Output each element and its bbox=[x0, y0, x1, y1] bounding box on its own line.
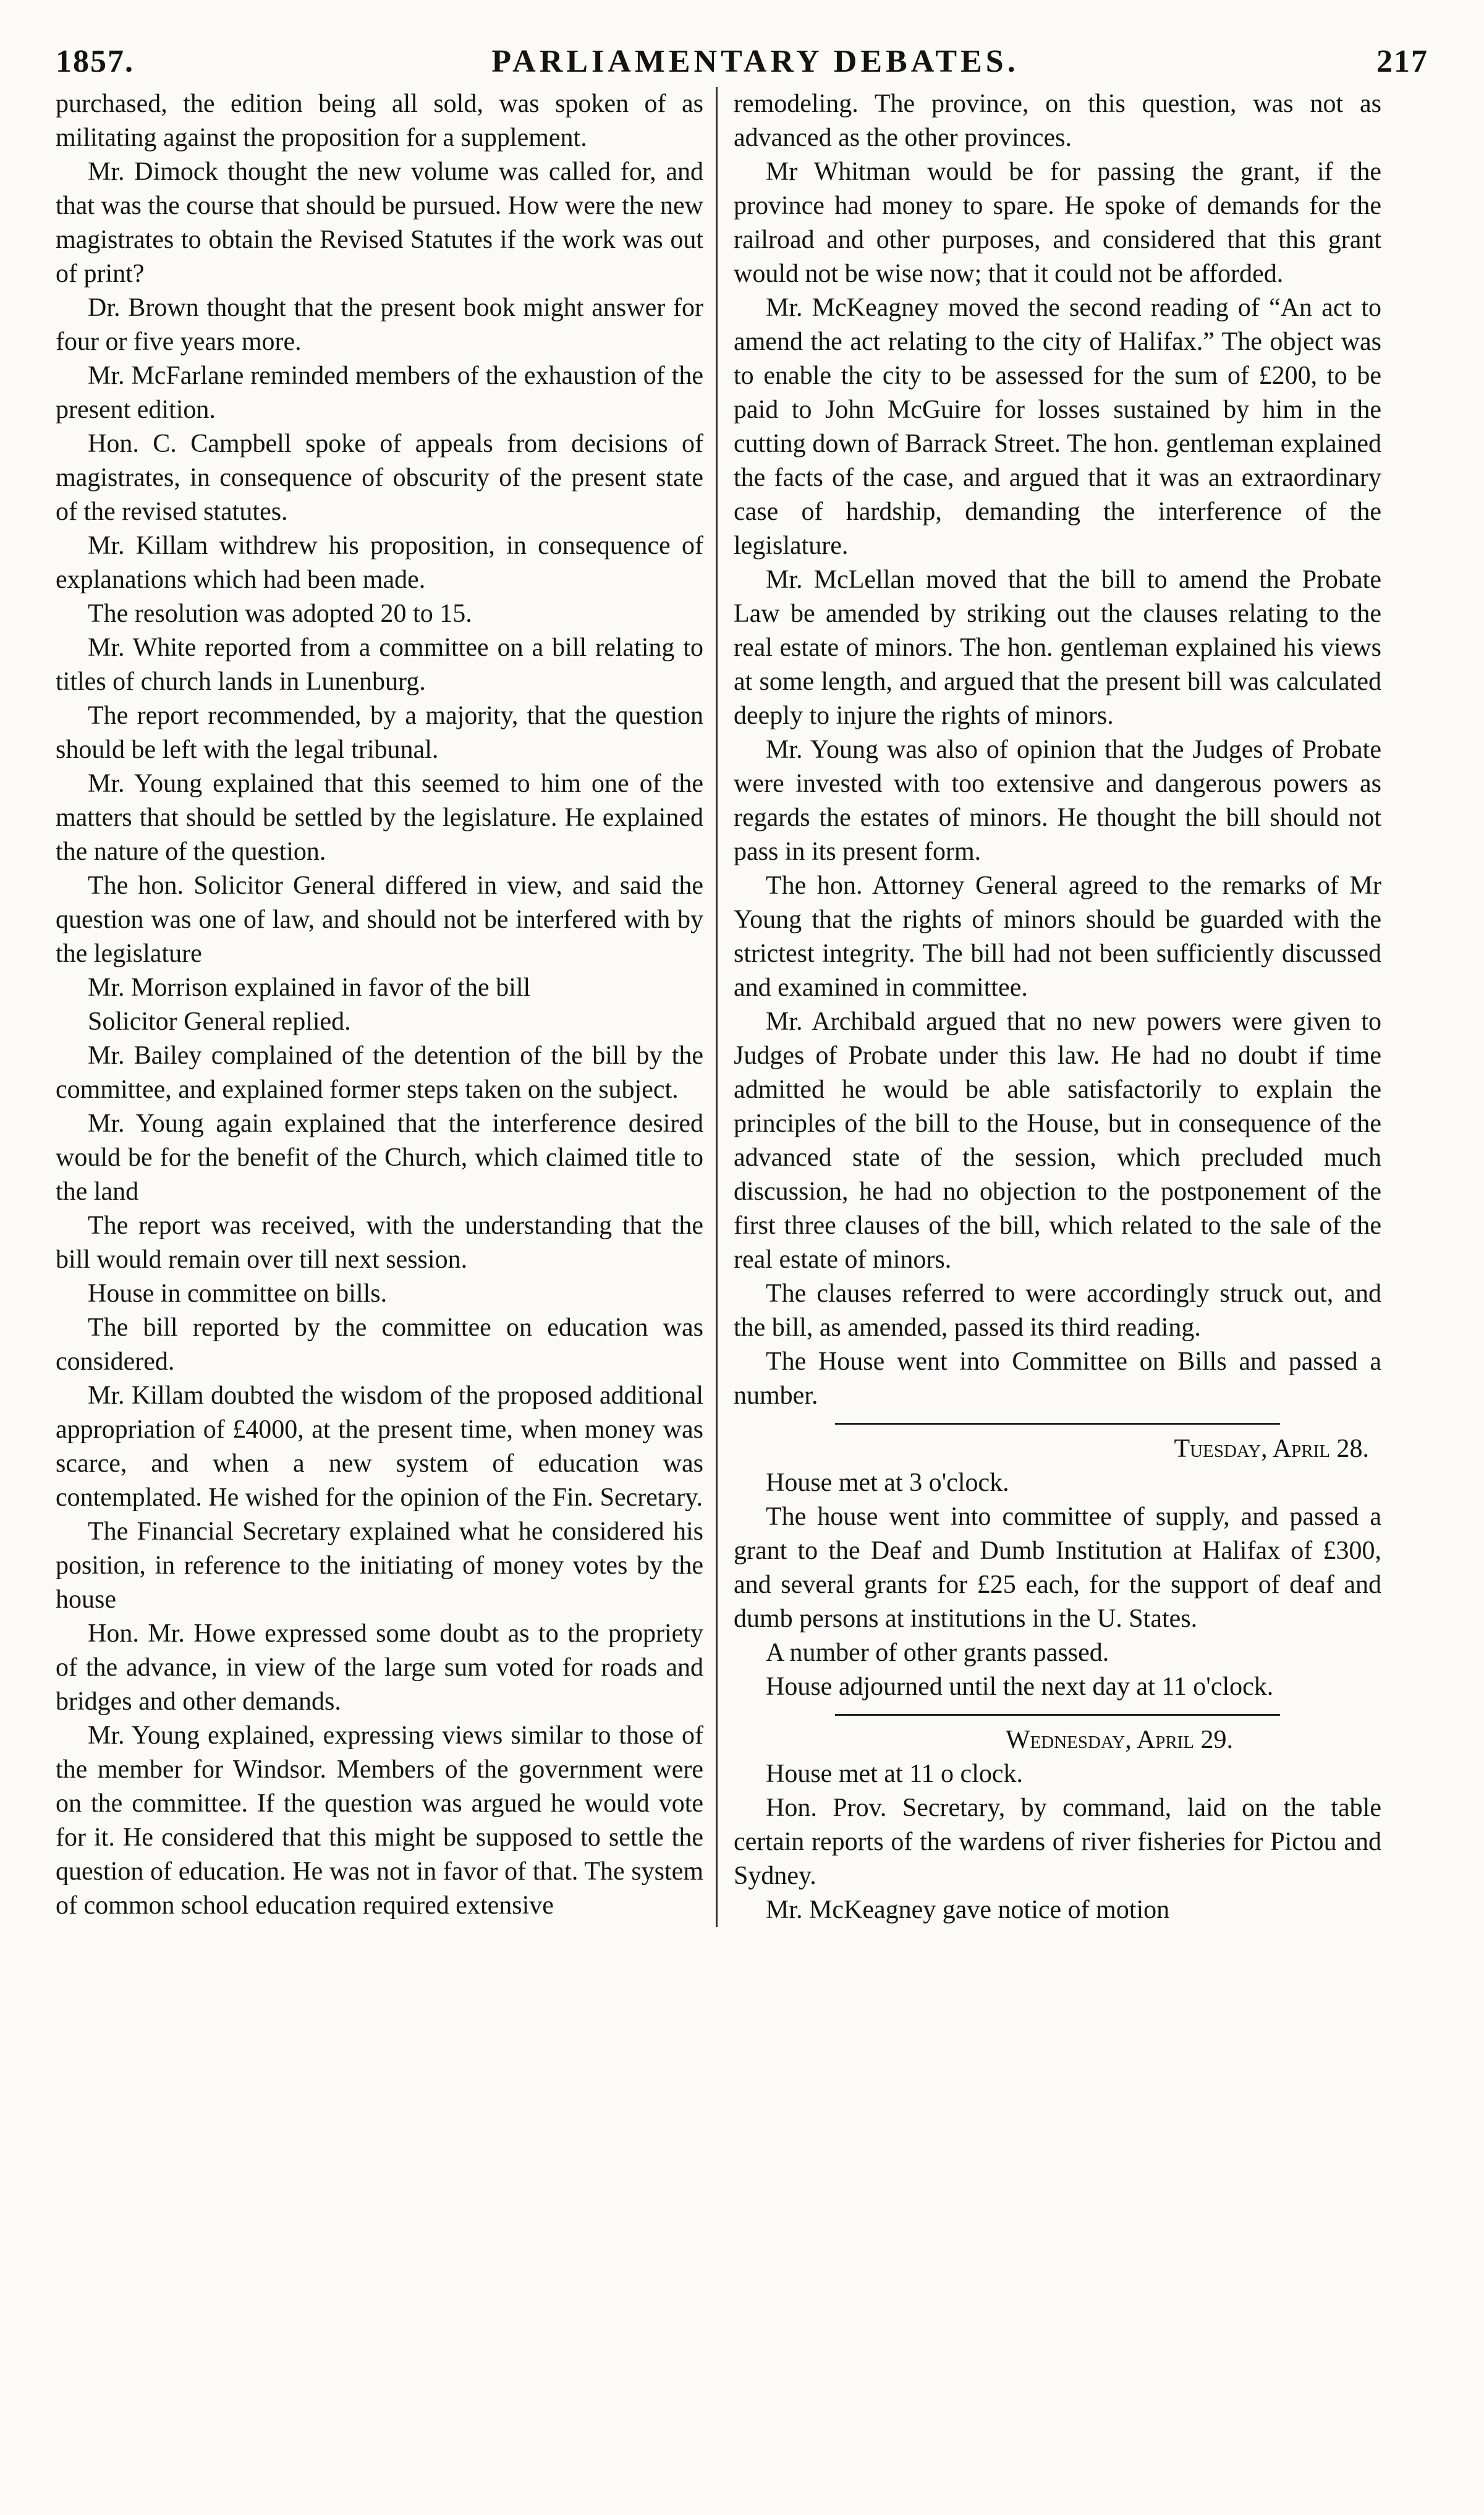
paragraph: Solicitor General replied. bbox=[88, 1007, 351, 1036]
paragraph: The report was received, with the understanding that the bill would remain over till next session. bbox=[56, 1211, 703, 1274]
paragraph: The resolution was adopted 20 to 15. bbox=[88, 600, 472, 628]
paragraph: purchased, the edition being all sold, was spoken of as militating against the proposition for a supplement. bbox=[56, 90, 703, 152]
paragraph: Mr. Killam withdrew his proposition, in consequence of explanations which had been made. bbox=[56, 532, 703, 594]
paragraph: Mr. Killam doubted the wisdom of the proposed additional appropriation of £4000, at the present time, when money was scarce, and when a new system of education was contemplated. He wished for the opinion of the Fin. Secretary. bbox=[56, 1381, 703, 1512]
paragraph: Hon. Prov. Secretary, by command, laid on the table certain reports of the wardens of river fisheries for Pictou and Sydney. bbox=[734, 1794, 1381, 1890]
paragraph: Mr. Archibald argued that no new powers were given to Judges of Probate under this law. He had no doubt if time admitted he would be able satisfactorily to explain the principles of the bill to the House, but in consequence of the advanced state of the session, which precluded much discussion, he had no objection to the postponement of the first three clauses of the bill, which related to the sale of the real estate of minors. bbox=[734, 1007, 1381, 1274]
paragraph: remodeling. The province, on this question, was not as advanced as the other provinces. bbox=[734, 90, 1381, 152]
session-date-heading: Tuesday, April 28. bbox=[1174, 1435, 1369, 1463]
paragraph: Mr Whitman would be for passing the grant, if the province had money to spare. He spoke of demands for the railroad and other purposes, and considered that this grant would not be wise now; that it could not be afforded. bbox=[734, 158, 1381, 288]
paragraph: Mr. Young again explained that the interference desired would be for the benefit of the Church, which claimed title to the land bbox=[56, 1109, 703, 1206]
paragraph: Mr. McFarlane reminded members of the exhaustion of the present edition. bbox=[56, 362, 703, 424]
paragraph: The Financial Secretary explained what he considered his position, in reference to the initiating of money votes by the house bbox=[56, 1517, 703, 1614]
session-date-heading: Wednesday, April 29. bbox=[1005, 1726, 1234, 1754]
paragraph: The hon. Attorney General agreed to the remarks of Mr Young that the rights of minors should be guarded with the strictest integrity. The bill had not been sufficiently discussed and examined in committee. bbox=[734, 872, 1381, 1002]
paragraph: Mr. Young was also of opinion that the Judges of Probate were invested with too extensive and dangerous powers as regards the estates of minors. He thought the bill should not pass in its present form. bbox=[734, 736, 1381, 866]
paragraph: House adjourned until the next day at 11 o'clock. bbox=[766, 1673, 1274, 1701]
paragraph: Mr. Bailey complained of the detention of the bill by the committee, and explained former steps taken on the subject. bbox=[56, 1041, 703, 1104]
paragraph: Hon. C. Campbell spoke of appeals from decisions of magistrates, in consequence of obscurity of the present state of the revised statutes. bbox=[56, 430, 703, 526]
text-columns bbox=[56, 87, 1428, 1927]
paragraph: Mr. Dimock thought the new volume was called for, and that was the course that should be pursued. How were the new magistrates to obtain the Revised Statutes if the work was out of print? bbox=[56, 158, 703, 288]
header-title: PARLIAMENTARY DEBATES. bbox=[491, 44, 1019, 79]
paragraph: The house went into committee of supply, and passed a grant to the Deaf and Dumb Institution at Halifax of £300, and several grants for £25 each, for the support of deaf and dumb persons at institutions in the U. States. bbox=[734, 1503, 1381, 1633]
section-divider bbox=[835, 1423, 1280, 1425]
header-page-number: 217 bbox=[1376, 44, 1428, 79]
right-column bbox=[716, 87, 1381, 1927]
running-header bbox=[56, 43, 1428, 80]
paragraph: House in committee on bills. bbox=[88, 1279, 388, 1308]
paragraph: The clauses referred to were accordingly struck out, and the bill, as amended, passed its third reading. bbox=[734, 1279, 1381, 1342]
paragraph: Mr. McKeagney moved the second reading of “An act to amend the act relating to the city of Halifax.” The object was to enable the city to be assessed for the sum of £200, to be paid to John McGuire for losses sustained by him in the cutting down of Barrack Street. The hon. gentleman explained the facts of the case, and argued that it was an extraordinary case of hardship, demanding the interference of the legislature. bbox=[734, 294, 1381, 560]
paragraph: The hon. Solicitor General differed in view, and said the question was one of law, and should not be interfered with by the legislature bbox=[56, 872, 703, 968]
paragraph: A number of other grants passed. bbox=[766, 1639, 1109, 1667]
paragraph: Hon. Mr. Howe expressed some doubt as to the propriety of the advance, in view of the large sum voted for roads and bridges and other demands. bbox=[56, 1619, 703, 1716]
section-divider bbox=[835, 1714, 1280, 1716]
paragraph: House met at 11 o clock. bbox=[766, 1760, 1024, 1788]
paragraph: Mr. Young explained, expressing views similar to those of the member for Windsor. Members of the government were on the committee. If the question was argued he would vote for it. He considered that this might be supposed to settle the question of education. He was not in favor of that. The system of common school education required extensive bbox=[56, 1721, 703, 1920]
paragraph: House met at 3 o'clock. bbox=[766, 1469, 1009, 1497]
left-column bbox=[56, 87, 716, 1923]
header-year: 1857. bbox=[56, 44, 134, 79]
paragraph: The report recommended, by a majority, that the question should be left with the legal tribunal. bbox=[56, 702, 703, 764]
paragraph: Mr. White reported from a committee on a bill relating to titles of church lands in Lunenburg. bbox=[56, 634, 703, 696]
paragraph: Mr. Young explained that this seemed to him one of the matters that should be settled by the legislature. He explained the nature of the question. bbox=[56, 770, 703, 866]
paragraph: The bill reported by the committee on education was considered. bbox=[56, 1313, 703, 1376]
paragraph: Mr. McKeagney gave notice of motion bbox=[766, 1896, 1170, 1924]
paragraph: Mr. Morrison explained in favor of the bill bbox=[88, 973, 531, 1002]
paragraph: The House went into Committee on Bills and passed a number. bbox=[734, 1347, 1381, 1410]
paragraph: Mr. McLellan moved that the bill to amend the Probate Law be amended by striking out the clauses relating to the real estate of minors. The hon. gentleman explained his views at some length, and argued that the present bill was calculated deeply to injure the rights of minors. bbox=[734, 566, 1381, 730]
paragraph: Dr. Brown thought that the present book might answer for four or five years more. bbox=[56, 294, 703, 356]
